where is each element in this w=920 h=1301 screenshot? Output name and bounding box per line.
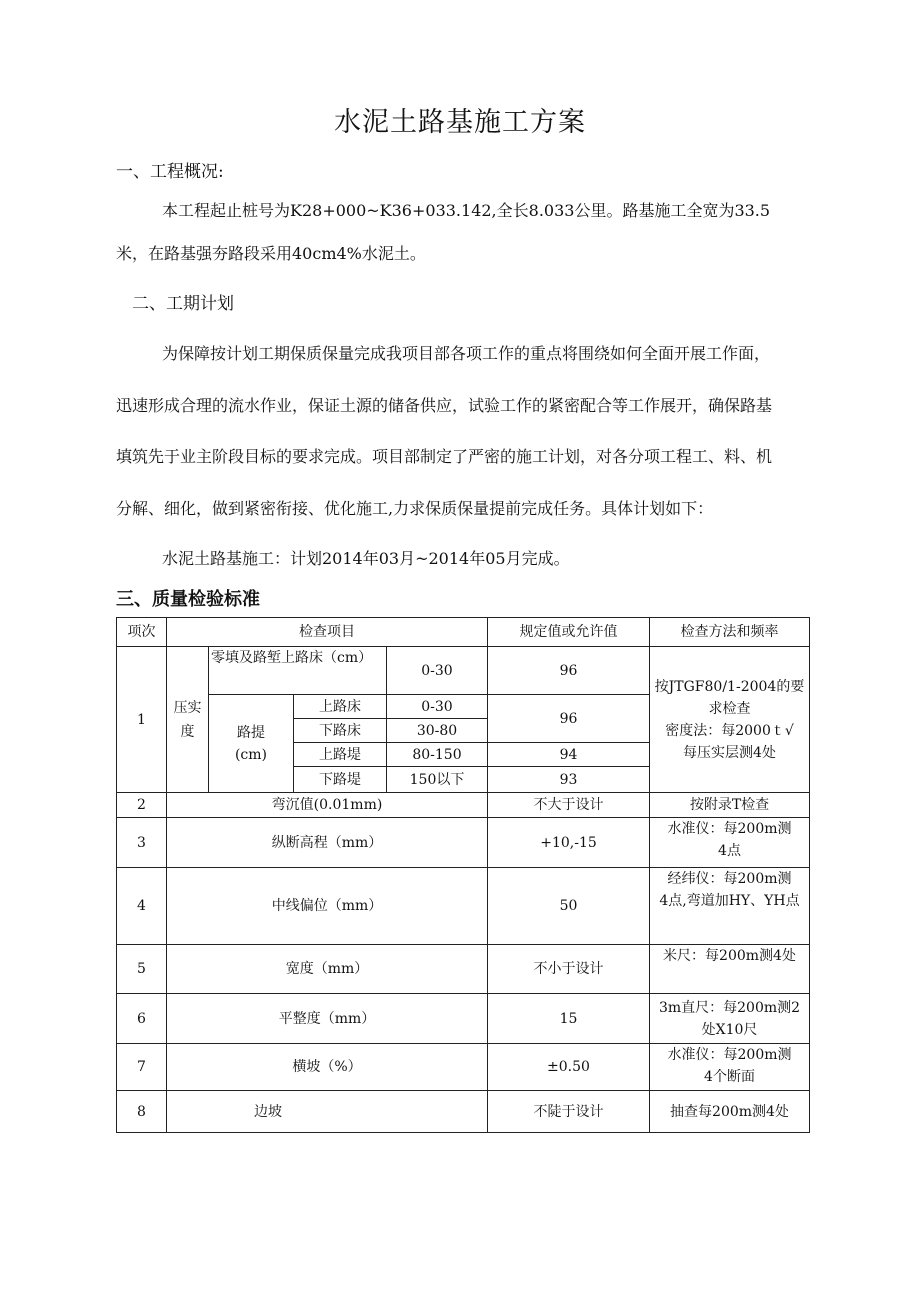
row6-method <box>650 994 810 1044</box>
row1-method-line4: 每压实层测4处 <box>683 744 776 761</box>
row1-group-label: 压实度 <box>173 699 202 740</box>
row1-embank-label: 路提 <box>237 724 265 741</box>
section2-paragraph-line3: 填筑先于业主阶段目标的要求完成。项目部制定了严密的施工计划，对各分项工程工、料、机 <box>116 447 773 466</box>
row2-no: 2 <box>117 793 167 818</box>
row7-value: ±0.50 <box>488 1044 650 1091</box>
header-no: 项次 <box>117 618 167 647</box>
row3-value: +10,-15 <box>488 818 650 868</box>
table-row <box>117 994 810 1044</box>
header-method: 检查方法和频率 <box>650 618 810 647</box>
section2-paragraph-line1: 为保障按计划工期保质保量完成我项目部各项工作的重点将围绕如何全面开展工作面， <box>162 344 771 363</box>
row1-sub4-label: 上路堤 <box>294 743 387 767</box>
row2-value: 不大于设计 <box>488 793 650 818</box>
row1-method <box>650 647 810 793</box>
row8-method: 抽查每200m测4处 <box>650 1091 810 1133</box>
row7-method-line2: 4个断面 <box>704 1069 755 1085</box>
row1-embank-unit: (cm) <box>234 746 268 763</box>
row4-no: 4 <box>117 868 167 945</box>
section3-heading: 三、质量检验标准 <box>116 589 260 610</box>
row4-item: 中线偏位（mm） <box>167 868 488 945</box>
header-value: 规定值或允许值 <box>488 618 650 647</box>
table-row <box>117 818 810 868</box>
section1-heading: 一、工程概况: <box>116 162 224 182</box>
row6-item: 平整度（mm） <box>167 994 488 1044</box>
row2-method: 按附录T检查 <box>650 793 810 818</box>
row3-method <box>650 818 810 868</box>
header-item: 检查项目 <box>167 618 488 647</box>
row6-value: 15 <box>488 994 650 1044</box>
section1-paragraph-line1: 本工程起止桩号为K28+000~K36+033.142,全长8.033公里。路基施工全宽为33.5 <box>162 201 771 220</box>
row4-method-line2: 4点,弯道加HY、YH点 <box>659 893 800 909</box>
table-row <box>117 945 810 994</box>
table-row <box>117 647 810 695</box>
row1-sub1-value: 96 <box>488 647 650 695</box>
section2-paragraph-line2: 迅速形成合理的流水作业，保证土源的储备供应，试验工作的紧密配合等工作展开，确保路基 <box>116 396 773 415</box>
row1-sub4-depth: 80-150 <box>387 743 488 767</box>
row3-item: 纵断高程（mm） <box>167 818 488 868</box>
row7-method-line1: 水准仪：每200m测 <box>667 1047 792 1063</box>
table-row <box>117 1091 810 1133</box>
row1-method-line2: 求检查 <box>708 700 751 717</box>
row4-method <box>650 868 810 945</box>
row5-item: 宽度（mm） <box>167 945 488 994</box>
row7-method <box>650 1044 810 1091</box>
section2-schedule-line: 水泥土路基施工：计划2014年03月~2014年05月完成。 <box>162 549 570 568</box>
row1-sub3-label: 下路床 <box>294 719 387 743</box>
row1-method-line3: 密度法：每2000ｔ√ <box>665 722 794 739</box>
row1-sub3-depth: 30-80 <box>387 719 488 743</box>
row1-method-line1: 按JTGF80/1-2004的要 <box>654 678 805 695</box>
row6-no: 6 <box>117 994 167 1044</box>
row8-value: 不陡于设计 <box>488 1091 650 1133</box>
row1-embank <box>209 695 294 793</box>
row1-sub5-label: 下路堤 <box>294 767 387 793</box>
row6-method-line2: 处X10尺 <box>701 1021 758 1038</box>
section2-heading: 二、工期计划 <box>132 294 234 314</box>
row7-item: 横坡（%） <box>167 1044 488 1091</box>
section2-paragraph-line4: 分解、细化，做到紧密衔接、优化施工,力求保质保量提前完成任务。具体计划如下： <box>116 499 714 518</box>
row5-no: 5 <box>117 945 167 994</box>
row1-no: 1 <box>117 647 167 793</box>
row1-sub2-label: 上路床 <box>294 695 387 719</box>
row1-sub23-value: 96 <box>488 695 650 743</box>
row3-no: 3 <box>117 818 167 868</box>
row1-sub4-value: 94 <box>488 743 650 767</box>
section1-paragraph-line2: 米，在路基强夯路段采用40cm4%水泥土。 <box>116 244 426 263</box>
row5-method: 米尺：每200m测4处 <box>650 945 810 994</box>
row1-sub1-label: 零填及路堑上路床（cm） <box>209 647 387 695</box>
row8-item: 边坡 <box>167 1091 488 1133</box>
table-row <box>117 793 810 818</box>
row5-value: 不小于设计 <box>488 945 650 994</box>
row6-method-line1: 3m直尺：每200m测2 <box>658 999 801 1016</box>
row2-item: 弯沉值(0.01mm) <box>167 793 488 818</box>
row1-sub2-depth: 0-30 <box>387 695 488 719</box>
quality-inspection-table <box>116 617 810 1133</box>
row1-sub5-value: 93 <box>488 767 650 793</box>
document-title: 水泥土路基施工方案 <box>334 107 586 138</box>
table-header-row <box>117 618 810 647</box>
table-row <box>117 868 810 945</box>
row4-value: 50 <box>488 868 650 945</box>
row4-method-line1: 经纬仪：每200m测 <box>667 871 792 887</box>
row1-sub5-depth: 150以下 <box>387 767 488 793</box>
row8-no: 8 <box>117 1091 167 1133</box>
row7-no: 7 <box>117 1044 167 1091</box>
row1-sub1-depth: 0-30 <box>387 647 488 695</box>
row3-method-line2: 4点 <box>718 843 741 859</box>
row1-group <box>167 647 209 793</box>
table-row <box>117 1044 810 1091</box>
row3-method-line1: 水准仪：每200m测 <box>667 821 792 837</box>
